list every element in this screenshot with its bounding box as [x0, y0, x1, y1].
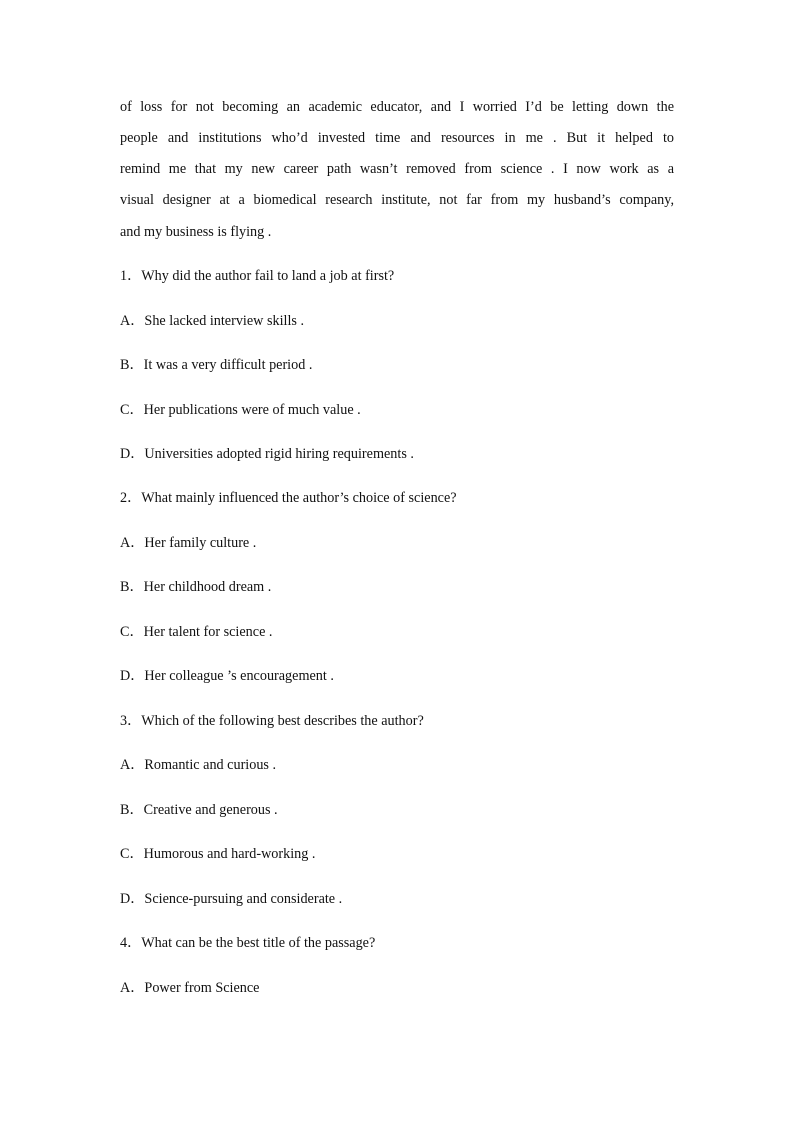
question-4-option-a: A．Power from Science: [120, 980, 260, 996]
question-1-option-c: C．Her publications were of much value .: [120, 402, 361, 418]
question-3-option-c: C．Humorous and hard-working .: [120, 846, 316, 862]
question-3-stem: 3．Which of the following best describes the author?: [120, 713, 424, 729]
passage-line-5: and my business is flying .: [120, 224, 272, 240]
question-3-option-d: D．Science-pursuing and considerate .: [120, 891, 343, 907]
question-2-stem: 2．What mainly influenced the author’s choice of science?: [120, 490, 457, 506]
question-2-option-c: C．Her talent for science .: [120, 624, 273, 640]
passage-line-1: of loss for not becoming an academic educator, and I worried I’d be letting down the: [120, 99, 674, 115]
question-2-option-a: A．Her family culture .: [120, 535, 257, 551]
question-4-stem: 4．What can be the best title of the passage?: [120, 935, 376, 951]
question-3-option-a: A．Romantic and curious .: [120, 757, 277, 773]
question-1-stem: 1．Why did the author fail to land a job at first?: [120, 268, 395, 284]
question-1-option-a: A．She lacked interview skills .: [120, 313, 305, 329]
question-3-option-b: B．Creative and generous .: [120, 802, 278, 818]
question-2-option-b: B．Her childhood dream .: [120, 579, 272, 595]
question-1-option-b: B．It was a very difficult period .: [120, 357, 313, 373]
question-1-option-d: D．Universities adopted rigid hiring requirements .: [120, 446, 414, 462]
passage-line-3: remind me that my new career path wasn’t removed from science . I now work as a: [120, 161, 674, 177]
passage-line-4: visual designer at a biomedical research institute, not far from my husband’s company,: [120, 192, 674, 208]
passage-line-2: people and institutions who’d invested time and resources in me . But it helped to: [120, 130, 674, 146]
question-2-option-d: D．Her colleague ’s encouragement .: [120, 668, 334, 684]
